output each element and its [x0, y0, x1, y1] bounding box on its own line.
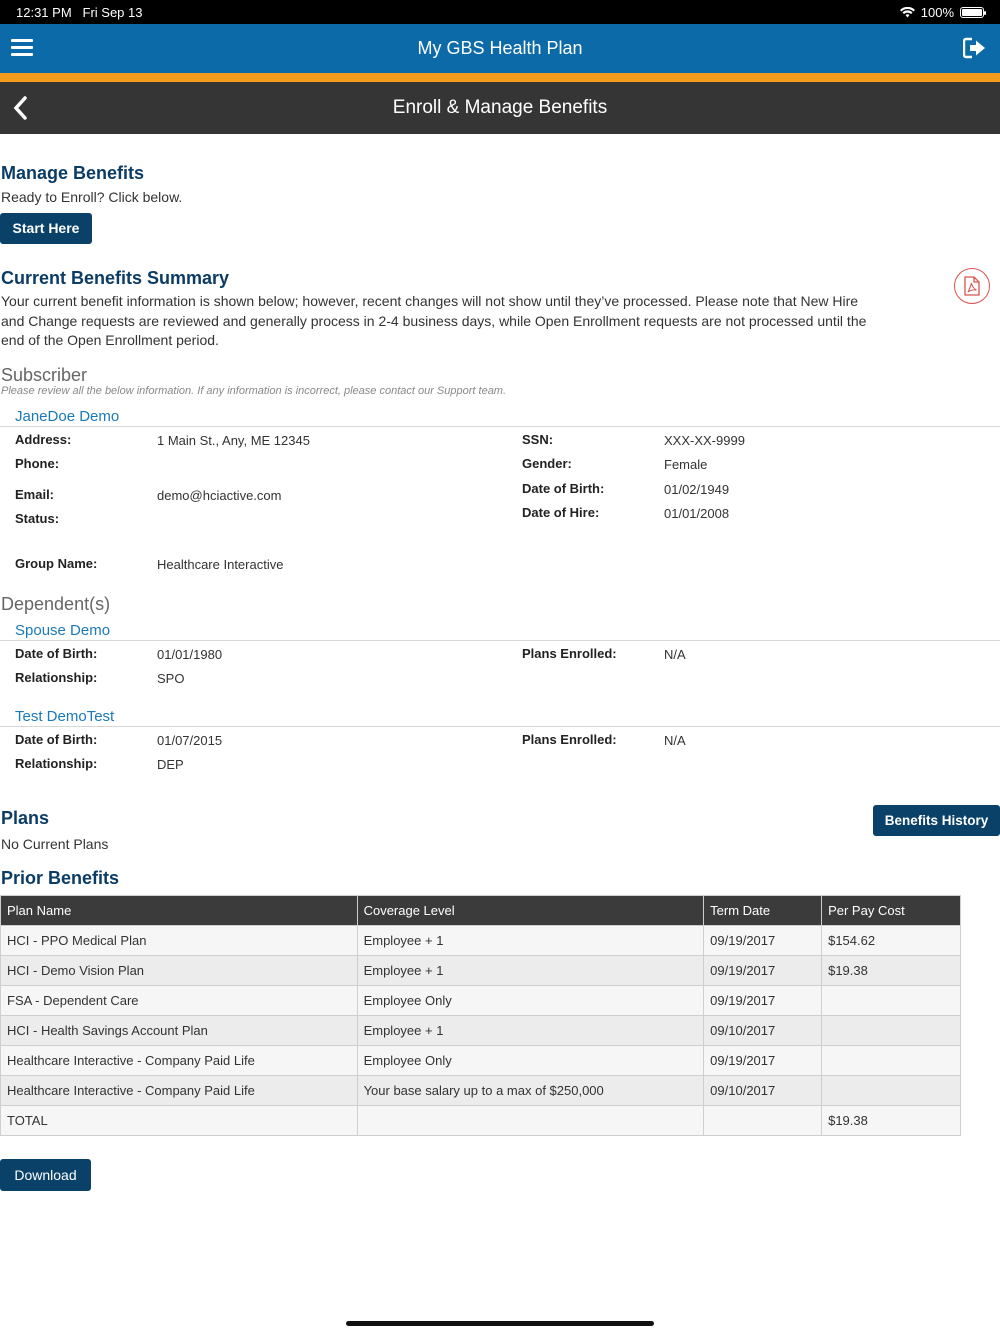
- divider: [0, 640, 1000, 641]
- download-button[interactable]: Download: [0, 1159, 91, 1191]
- plan-name-cell: FSA - Dependent Care: [1, 986, 358, 1016]
- gender-label: Gender:: [522, 456, 572, 471]
- current-benefits-heading: Current Benefits Summary: [1, 268, 230, 288]
- phone-label: Phone:: [15, 456, 60, 471]
- coverage-cell: Employee + 1: [357, 926, 704, 956]
- dependent-name: Spouse Demo: [15, 622, 111, 639]
- dependent-relationship-value: SPO: [157, 671, 185, 686]
- coverage-cell: Employee Only: [357, 986, 704, 1016]
- dob-value: 01/02/1949: [664, 482, 730, 497]
- dependent-plans-value: N/A: [664, 733, 686, 748]
- cost-cell: $154.62: [822, 926, 961, 956]
- table-row: [1, 1046, 961, 1076]
- table-row: [1, 986, 961, 1016]
- divider: [0, 426, 1000, 427]
- table-row: [1, 956, 961, 986]
- table-row: [1, 1016, 961, 1046]
- column-header: Per Pay Cost: [822, 896, 961, 926]
- dependent-plans-label: Plans Enrolled:: [522, 646, 617, 661]
- subscriber-name: JaneDoe Demo: [15, 408, 120, 425]
- prior-benefits-table: [0, 895, 961, 1136]
- plan-name-cell: HCI - Demo Vision Plan: [1, 956, 358, 986]
- dependent-relationship-label: Relationship:: [15, 670, 98, 685]
- hire-date-label: Date of Hire:: [522, 505, 600, 520]
- start-here-button[interactable]: Start Here: [0, 213, 92, 244]
- column-header: Plan Name: [1, 896, 358, 926]
- table-total-row: [1, 1106, 961, 1136]
- total-cost-cell: $19.38: [822, 1106, 961, 1136]
- plan-name-cell: Healthcare Interactive - Company Paid Life: [1, 1046, 358, 1076]
- benefits-history-button[interactable]: Benefits History: [873, 805, 1000, 836]
- term-date-cell: 09/19/2017: [704, 926, 822, 956]
- status-label: Status:: [15, 511, 60, 526]
- dependent-relationship-value: DEP: [157, 757, 184, 772]
- total-empty-cell: [704, 1106, 822, 1136]
- term-date-cell: 09/10/2017: [704, 1016, 822, 1046]
- term-date-cell: 09/19/2017: [704, 956, 822, 986]
- no-plans-text: No Current Plans: [1, 836, 109, 852]
- cost-cell: [822, 1076, 961, 1106]
- gender-value: Female: [664, 457, 708, 472]
- pdf-export-button[interactable]: [954, 268, 990, 304]
- table-row: [1, 1076, 961, 1106]
- app-bar: [0, 24, 1000, 73]
- dependent-dob-value: 01/01/1980: [157, 647, 223, 662]
- summary-line-3: end of the Open Enrollment period.: [1, 332, 219, 348]
- coverage-cell: Your base salary up to a max of $250,000: [357, 1076, 704, 1106]
- pdf-icon: [964, 276, 980, 296]
- dependent-plans-label: Plans Enrolled:: [522, 732, 617, 747]
- plan-name-cell: Healthcare Interactive - Company Paid Life: [1, 1076, 358, 1106]
- dependent-dob-label: Date of Birth:: [15, 732, 98, 747]
- cost-cell: $19.38: [822, 956, 961, 986]
- sign-out-icon[interactable]: [963, 37, 987, 59]
- group-name-value: Healthcare Interactive: [157, 557, 284, 572]
- divider: [0, 726, 1000, 727]
- wifi-icon: [900, 7, 915, 18]
- coverage-cell: Employee + 1: [357, 956, 704, 986]
- table-row: [1, 926, 961, 956]
- prior-benefits-heading: Prior Benefits: [1, 868, 120, 888]
- email-label: Email:: [15, 487, 55, 502]
- plans-heading: Plans: [1, 808, 50, 828]
- total-empty-cell: [357, 1106, 704, 1136]
- plan-name-cell: HCI - PPO Medical Plan: [1, 926, 358, 956]
- cost-cell: [822, 986, 961, 1016]
- summary-line-1: Your current benefit information is shown below; however, recent changes will not show until they’ve processed. Please note that New Hire: [1, 293, 859, 309]
- status-time: 12:31 PM Fri Sep 13: [16, 5, 143, 20]
- address-value: 1 Main St., Any, ME 12345: [157, 433, 310, 448]
- hire-date-value: 01/01/2008: [664, 506, 730, 521]
- cost-cell: [822, 1046, 961, 1076]
- ssn-value: XXX-XX-9999: [664, 433, 745, 448]
- enroll-prompt: Ready to Enroll? Click below.: [1, 189, 183, 205]
- ssn-label: SSN:: [522, 432, 554, 447]
- term-date-cell: 09/10/2017: [704, 1076, 822, 1106]
- app-title: My GBS Health Plan: [417, 38, 583, 58]
- dependent-plans-value: N/A: [664, 647, 686, 662]
- cost-cell: [822, 1016, 961, 1046]
- battery-percent: 100%: [920, 5, 954, 20]
- dependent-name: Test DemoTest: [15, 708, 115, 725]
- column-header: Coverage Level: [357, 896, 704, 926]
- total-label-cell: TOTAL: [1, 1106, 358, 1136]
- column-header: Term Date: [704, 896, 822, 926]
- accent-rule: [0, 73, 1000, 82]
- email-value: demo@hciactive.com: [157, 488, 282, 503]
- term-date-cell: 09/19/2017: [704, 986, 822, 1016]
- subscriber-note: Please review all the below information. If any information is incorrect, please contact our Support team.: [1, 385, 507, 397]
- page-title: Enroll & Manage Benefits: [392, 97, 608, 118]
- coverage-cell: Employee Only: [357, 1046, 704, 1076]
- table-header-row: [1, 896, 961, 926]
- sub-header-bar: [0, 82, 1000, 134]
- group-name-label: Group Name:: [15, 556, 98, 571]
- status-bar: [0, 0, 1000, 24]
- dependent-dob-label: Date of Birth:: [15, 646, 98, 661]
- dependents-section-label: Dependent(s): [1, 594, 111, 614]
- subscriber-section-label: Subscriber: [1, 365, 88, 385]
- home-indicator[interactable]: [346, 1321, 654, 1326]
- dependent-relationship-label: Relationship:: [15, 756, 98, 771]
- address-label: Address:: [15, 432, 72, 447]
- coverage-cell: Employee + 1: [357, 1016, 704, 1046]
- term-date-cell: 09/19/2017: [704, 1046, 822, 1076]
- manage-benefits-heading: Manage Benefits: [1, 163, 145, 183]
- dob-label: Date of Birth:: [522, 481, 605, 496]
- battery-icon: [960, 7, 984, 18]
- plan-name-cell: HCI - Health Savings Account Plan: [1, 1016, 358, 1046]
- summary-line-2: and Change requests are reviewed and generally process in 2-4 business days, while Open Enrollment requests are not processed until the: [1, 313, 867, 329]
- dependent-dob-value: 01/07/2015: [157, 733, 223, 748]
